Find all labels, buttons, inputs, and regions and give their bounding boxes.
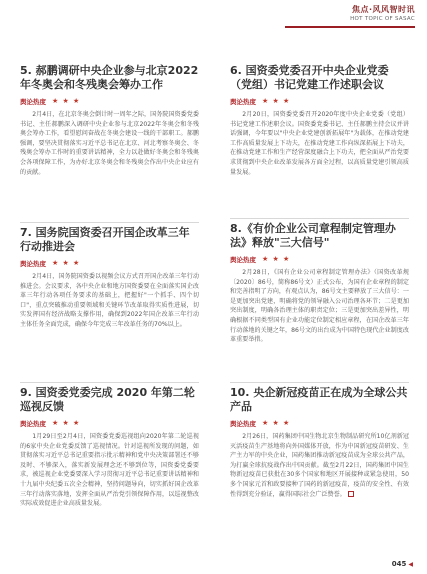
article-title: 9. 国资委党委完成 2020 年第二轮巡视反馈 (20, 386, 195, 413)
heat-rating (20, 418, 199, 428)
star-rating-icon: ★ ★ ★ (262, 419, 291, 427)
article-body-text: 2月26日，国药集团中国生物北京生物制品研究所10亿剂新冠灭活疫苗生产基地将向外国媒体开放，作为中国新冠疫苗研发、生产主力军的中央企业，国药集团推动新冠疫苗成为全球公共产品，为打赢全球抗疫战作出中国贡献。截至2月22日，国药集团中国生物新冠疫苗已获批在30多个国家和地区开展接种或紧急使用，50多个国家元首和政要接种了国药的新冠疫苗，疫苗的安全性、有效性得到充分验证，赢得国际社会广泛赞誉。 (230, 433, 409, 498)
column-subtitle: HOT TOPIC OF SASAC (350, 16, 415, 22)
heat-rating (20, 258, 199, 268)
heat-rating (20, 96, 199, 106)
heat-rating (230, 254, 409, 264)
star-rating-icon: ★ ★ ★ (262, 255, 291, 263)
page-number (392, 560, 413, 568)
article-body (230, 432, 409, 499)
divider (20, 382, 199, 383)
heat-rating (230, 418, 409, 428)
page-number-text: 045 (391, 560, 407, 568)
end-mark-icon (348, 491, 354, 497)
article-title: 5. 郝鹏调研中央企业参与北京2022年冬奥会和冬残奥会筹办工作 (20, 64, 199, 91)
star-rating-icon: ★ ★ ★ (262, 97, 291, 105)
star-rating-icon: ★ ★ ★ (52, 419, 81, 427)
divider (230, 218, 409, 219)
column-header (265, 4, 415, 28)
column-title: 焦点·风风智时讯 (351, 5, 415, 14)
heat-label: 舆论热度 (20, 259, 46, 268)
triangle-icon: ◀ (408, 561, 413, 568)
heat-rating (230, 96, 409, 106)
star-rating-icon: ★ ★ ★ (52, 97, 81, 105)
article-5 (20, 64, 199, 177)
article-8 (230, 222, 409, 345)
article-body: 2月28日，《国有企业公司章程制定管理办法》（国资改革规〔2020〕86号，简称86号文）正式公布，为国有企业章程的制定和完善指明了方向，有观点认为，86号文主要释放了三大信号：一是更加突出党建，明确将党的领导融入公司治理各环节；二是更加突出制度，明确各治理主体的职责定位；三是更加突出差异性，明确根据不同类型国有企业功能定位制定相应章程，在国企改革三年行动落地的关键之年，86号文的出台成为中国特色现代企业制度改革重要举措。 (230, 269, 409, 344)
article-title: 10. 央企新冠疫苗正在成为全球公共产品 (230, 386, 408, 413)
article-10 (230, 386, 409, 499)
article-body: 1月29日至2月4日，国资委党委巡视组向2020年第二轮巡视的6家中央企业党委反馈了巡视情况。针对巡视所发现的问题，如贯彻落实习近平总书记重要指示批示精神和党中央决策部署还不够及时、不够深入，落实新发展理念还不够到位等，国资委党委要求，被巡视企业党委要深入学习贯彻习近平总书记重要讲话精神和十九届中央纪委五次全会精神，坚持问题导向，切实抓好国企改革三年行动落实落地，发挥全面从严治党引领保障作用，以巡视整改实际成效促进企业高质量发展。 (20, 433, 199, 508)
article-title: 7. 国务院国资委召开国企改革三年行动推进会 (20, 226, 190, 253)
heat-label: 舆论热度 (20, 97, 46, 106)
star-rating-icon: ★ ★ ★ (52, 259, 81, 267)
article-title: 8.《有价企业公司章程制定管理办法》释放"三大信号" (230, 222, 396, 249)
article-title: 6. 国资委党委召开中央企业党委（党组）书记党建工作述职会议 (230, 64, 389, 91)
article-body: 2月20日，国资委党委召开2020年度中央企业党委（党组）书记党建工作述职会议。国资委党委书记、主任郝鹏主持会议并讲话强调，今年要以"中央企业党建创新拓展年"为载体，在推动党建工作高质量发展上下功夫，在推动党建工作向纵深拓展上下功夫，在推动党建工作和生产经营深度融合上下功夫，把全面从严治党要求贯彻到中央企业改革发展各方面全过程，以高质量党建引领高质量发展。 (230, 111, 409, 176)
heat-label: 舆论热度 (230, 419, 256, 428)
divider (20, 222, 199, 223)
article-body: 2月4日，在北京冬奥会倒计时一周年之际，国务院国资委党委书记、主任郝鹏深入调研中央企业参与北京2022年冬奥会和冬残奥会筹办工作，看望慰问奋战在冬奥会建设一线的干部职工。郝鹏强调，要坚决贯彻落实习近平总书记在北京、河北考察冬奥会、冬残奥会筹办工作时的重要讲话精神，全力以赴做好冬奥会和冬残奥会各项保障工作，为办好北京冬奥会和冬残奥会作出中央企业应有的贡献。 (20, 111, 199, 176)
divider (230, 382, 409, 383)
article-body: 2月4日，国务院国资委以视频会议方式召开国企改革三年行动推进会。会议要求，各中央企业和地方国资委要在全面落实国企改革三年行动各项任务要求的基础上，把握好"一个抓手、四个切口"，重点突破推动重要领域和关键环节改革取得实质性进展，切实发挥国有经济战略支撑作用，确保到2022年国企改革三年行动主体任务全面完成，确保今年完成三年改革任务的70%以上。 (20, 273, 199, 328)
heat-label: 舆论热度 (230, 255, 256, 264)
article-6 (230, 64, 409, 177)
heat-label: 舆论热度 (20, 419, 46, 428)
article-7 (20, 226, 199, 330)
article-9 (20, 386, 199, 509)
header-rule (285, 26, 415, 28)
heat-label: 舆论热度 (230, 97, 256, 106)
